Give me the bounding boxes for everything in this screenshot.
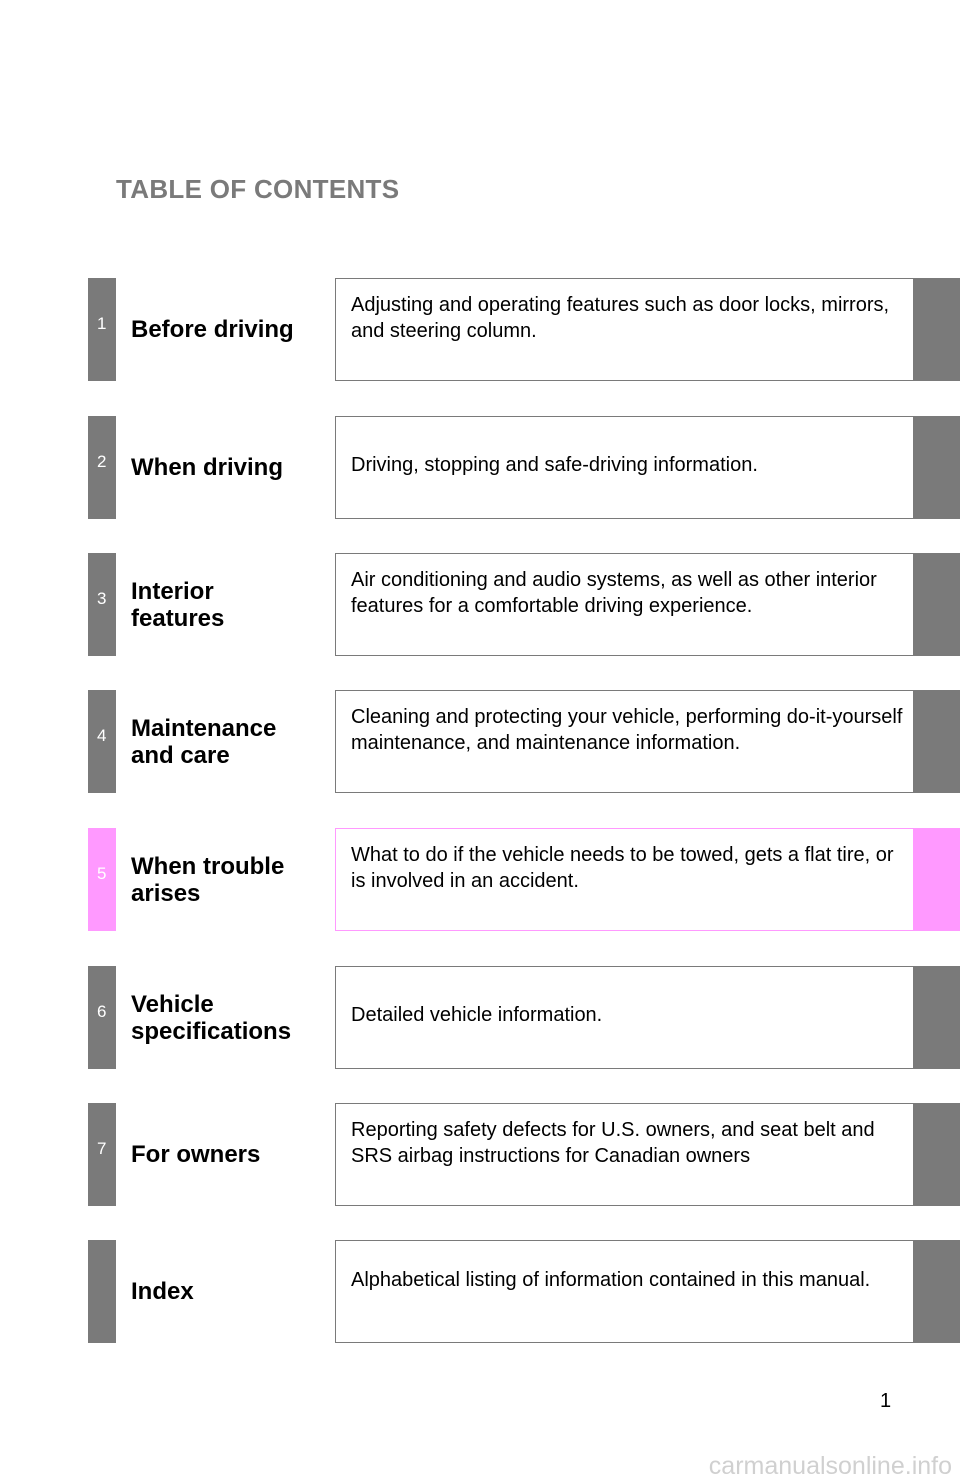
page-title: TABLE OF CONTENTS [116,174,400,204]
section-tab [88,1103,116,1206]
section-title: For owners [131,1141,261,1168]
section-edge-tab [913,828,960,931]
section-description-box [335,966,914,1069]
toc-row-interior-features[interactable] [88,553,960,656]
section-description-box [335,690,914,793]
page-number: 1 [880,1390,892,1412]
toc-row-when-driving[interactable] [88,416,960,519]
section-description: Air conditioning and audio systems, as well as other interior features for a comfortable driving experience. [351,568,877,617]
section-description: Reporting safety defects for U.S. owners, and seat belt and SRS airbag instructions for Canadian owners [351,1118,875,1167]
section-number: 6 [97,1002,107,1021]
section-title: Maintenance and care [131,714,277,769]
section-description-box [335,1240,914,1343]
section-description: Adjusting and operating features such as door locks, mirrors, and steering column. [351,293,890,342]
section-edge-tab [913,278,960,381]
section-description: What to do if the vehicle needs to be towed, gets a flat tire, or is involved in an accident. [351,843,894,892]
toc-row-before-driving[interactable] [88,278,960,381]
section-description: Detailed vehicle information. [351,1003,603,1026]
section-number: 2 [97,452,107,471]
section-description-box [335,553,914,656]
section-edge-tab [913,416,960,519]
section-tab [88,828,116,931]
section-description-box [335,1103,914,1206]
section-edge-tab [913,553,960,656]
section-title: Vehicle specifications [131,990,292,1045]
section-title: Interior features [131,577,225,632]
section-edge-tab [913,966,960,1069]
section-number: 3 [97,589,107,608]
section-number: 5 [97,864,107,883]
toc-row-vehicle-specifications[interactable] [88,966,960,1069]
section-title: Index [131,1278,194,1305]
section-description-box [335,278,914,381]
section-number: 1 [97,314,107,333]
watermark: carmanualsonline.info [708,1452,952,1480]
section-tab [88,966,116,1069]
section-tab [88,690,116,793]
section-tab [88,553,116,656]
section-tab [88,1240,116,1343]
toc-row-when-trouble-arises[interactable] [88,828,960,931]
section-title: Before driving [131,316,294,343]
section-description-box [335,416,914,519]
section-description: Driving, stopping and safe-driving information. [351,453,758,476]
toc-row-index[interactable] [88,1240,960,1343]
section-description-box [335,828,914,931]
section-description: Cleaning and protecting your vehicle, performing do-it-yourself maintenance, and maintenance information. [351,705,903,754]
section-edge-tab [913,1103,960,1206]
section-title: When trouble arises [131,852,285,907]
section-number: 4 [97,726,107,745]
section-edge-tab [913,690,960,793]
toc-row-maintenance-and-care[interactable] [88,690,960,793]
section-description: Alphabetical listing of information contained in this manual. [351,1268,871,1291]
section-title: When driving [131,454,283,481]
section-tab [88,278,116,381]
section-tab [88,416,116,519]
section-edge-tab [913,1240,960,1343]
toc-row-for-owners[interactable] [88,1103,960,1206]
section-number: 7 [97,1139,107,1158]
